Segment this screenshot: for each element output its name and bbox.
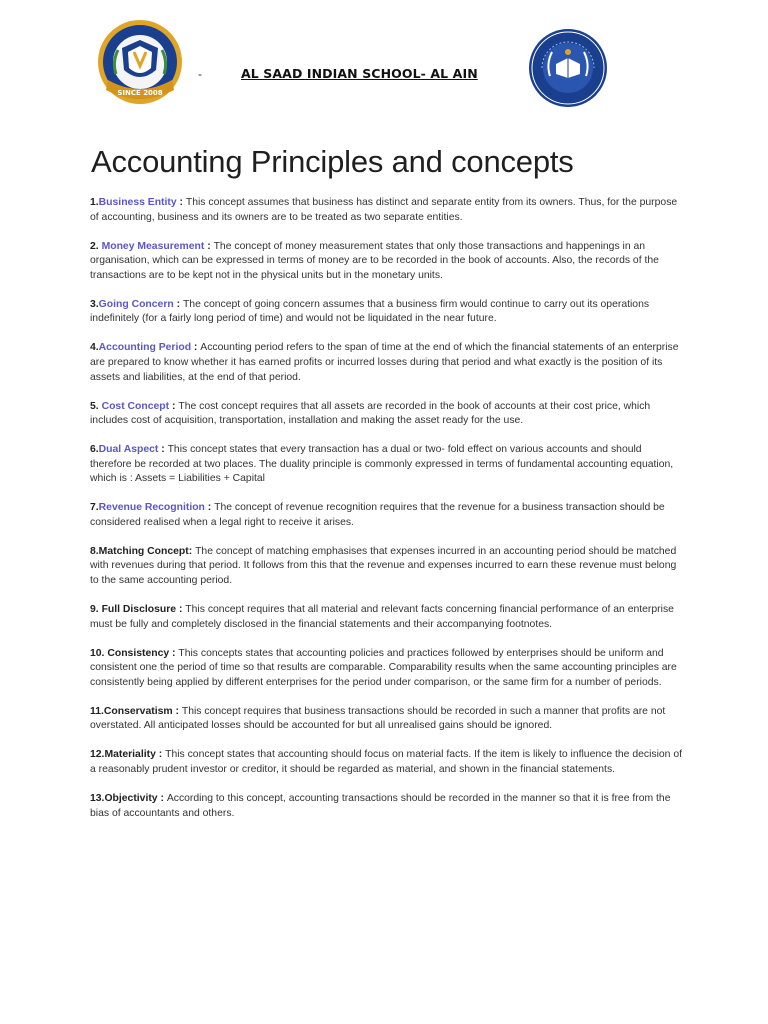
concept-term: Going Concern bbox=[98, 298, 174, 310]
header-dash: - bbox=[198, 67, 202, 81]
concept-item bbox=[90, 400, 686, 429]
concept-item bbox=[90, 443, 686, 487]
concept-colon: : bbox=[204, 502, 215, 514]
concept-number: 12. bbox=[90, 749, 105, 761]
concept-number: 8. bbox=[90, 545, 99, 557]
concept-number: 3. bbox=[90, 298, 99, 310]
concept-text: Accounting period refers to the span of time at the end of which the financial statements of an enterprise are prepared to know whether it has earned profits or incurred losses during that period and what exactly is the position of its assets and liabilities, at the end of that period. bbox=[90, 342, 679, 383]
concept-item bbox=[90, 748, 686, 777]
concept-colon: : bbox=[158, 444, 168, 456]
concept-term: Money Measurement bbox=[101, 240, 205, 252]
concept-item bbox=[90, 196, 686, 225]
concept-term: Business Entity bbox=[98, 197, 177, 208]
concept-term: Materiality bbox=[104, 749, 156, 761]
concept-colon: : bbox=[172, 705, 182, 717]
concept-text: This concept requires that all material and relevant facts concerning financial performance of an enterprise must be fully and completely disclosed in the financial statements and their accompanying footnotes. bbox=[90, 604, 674, 630]
concept-number: 4. bbox=[90, 342, 99, 354]
concept-colon: : bbox=[157, 792, 167, 804]
concept-text: This concept states that accounting should focus on material facts. If the item is likely to influence the decision of a reasonably prudent investor or creditor, it should be regarded as material, and shown in the financial statements. bbox=[90, 749, 683, 775]
concept-term: Revenue Recognition bbox=[98, 502, 205, 514]
concept-colon: : bbox=[173, 298, 183, 310]
concept-colon: : bbox=[204, 240, 214, 252]
concept-text: This concepts states that accounting policies and practices followed by enterprises should be uniform and consistent one the period of time so that results are comparable. Comparability results when the same accounting principles are consistently being applied by different enterprises for the period under comparison, or the same firm for a number of periods. bbox=[90, 647, 677, 688]
concept-term: Consistency bbox=[107, 647, 170, 659]
concept-term: Accounting Period bbox=[98, 342, 192, 354]
concept-term: Full Disclosure bbox=[101, 604, 177, 615]
concepts-list bbox=[90, 196, 686, 835]
concept-colon: : bbox=[176, 604, 186, 615]
concept-colon: : bbox=[191, 342, 201, 354]
concept-text: According to this concept, accounting transactions should be recorded in the manner so that it is free from the bias of accountants and others. bbox=[90, 792, 671, 819]
concept-text: The concept of revenue recognition requires that the revenue for a business transaction should be considered realised when a legal right to receive it arises. bbox=[90, 502, 665, 528]
concept-text: The concept of money measurement states that only those transactions and happenings in an organisation, which can be expressed in terms of money are to be recorded in the book of accounts. Also, the records of the transactions are to be kept not in the physical units but in the monetary units. bbox=[90, 240, 659, 281]
concept-number: 2. bbox=[90, 240, 102, 252]
concept-number: 6. bbox=[90, 444, 99, 456]
logo-since-text: SINCE 2008 bbox=[117, 89, 163, 97]
concept-item bbox=[90, 792, 686, 821]
document-title: Accounting Principles and concepts bbox=[91, 144, 574, 179]
school-crest-logo bbox=[94, 18, 186, 110]
school-emblem-logo bbox=[528, 28, 608, 108]
concept-text: This concept states that every transaction has a dual or two- fold effect on various accounts and should therefore be recorded at two places. The duality principle is commonly expressed in terms of fundamental accounting equation, which is : Assets = Liabilities + Capital bbox=[90, 444, 674, 485]
concept-item bbox=[90, 501, 686, 530]
concept-item bbox=[90, 603, 686, 632]
concept-text: This concept requires that business transactions should be recorded in such a manner that profits are not overstated. All anticipated losses should be accounted for but all unrealised gains should be ignored. bbox=[90, 705, 666, 732]
concept-number: 9. bbox=[90, 604, 102, 615]
concept-item bbox=[90, 545, 686, 589]
concept-term: Dual Aspect bbox=[98, 444, 159, 456]
concept-term: Cost Concept bbox=[101, 400, 170, 412]
concept-colon: : bbox=[155, 749, 166, 761]
concept-term: Conservatism bbox=[103, 705, 173, 717]
concept-text: The concept of matching emphasises that expenses incurred in an accounting period should be matched with revenues during that period. It follows from this that the revenue and expenses incurred to earn these revenue must belong to the same accounting period. bbox=[90, 545, 677, 587]
concept-item bbox=[90, 647, 686, 691]
concept-colon: : bbox=[176, 197, 186, 208]
concept-number: 10. bbox=[90, 647, 108, 659]
concept-number: 13. bbox=[90, 792, 105, 804]
concept-item bbox=[90, 341, 686, 385]
concept-colon: : bbox=[169, 400, 179, 412]
concept-number: 1. bbox=[90, 197, 99, 208]
concept-text: This concept assumes that business has distinct and separate entity from its owners. Thus, for the purpose of accounting, business and its owners are to be treated as two separate entities. bbox=[90, 197, 678, 223]
concept-item bbox=[90, 705, 686, 734]
concept-number: 7. bbox=[90, 502, 99, 514]
concept-text: The concept of going concern assumes that a business firm would continue to carry out its operations indefinitely (for a fairly long period of time) and would not be liquidated in the near future. bbox=[90, 298, 650, 325]
concept-item bbox=[90, 298, 686, 327]
concept-term: Matching Concept: bbox=[98, 545, 193, 557]
school-name-heading: AL SAAD INDIAN SCHOOL- AL AIN bbox=[241, 66, 478, 81]
concept-number: 5. bbox=[90, 400, 102, 412]
concept-term: Objectivity bbox=[104, 792, 158, 804]
concept-colon: : bbox=[169, 647, 179, 659]
concept-number: 11. bbox=[90, 705, 104, 717]
concept-text: The cost concept requires that all assets are recorded in the book of accounts at their cost price, which includes cost of acquisition, transportation, installation and making the asset ready for the use. bbox=[90, 400, 651, 427]
concept-item bbox=[90, 240, 686, 284]
